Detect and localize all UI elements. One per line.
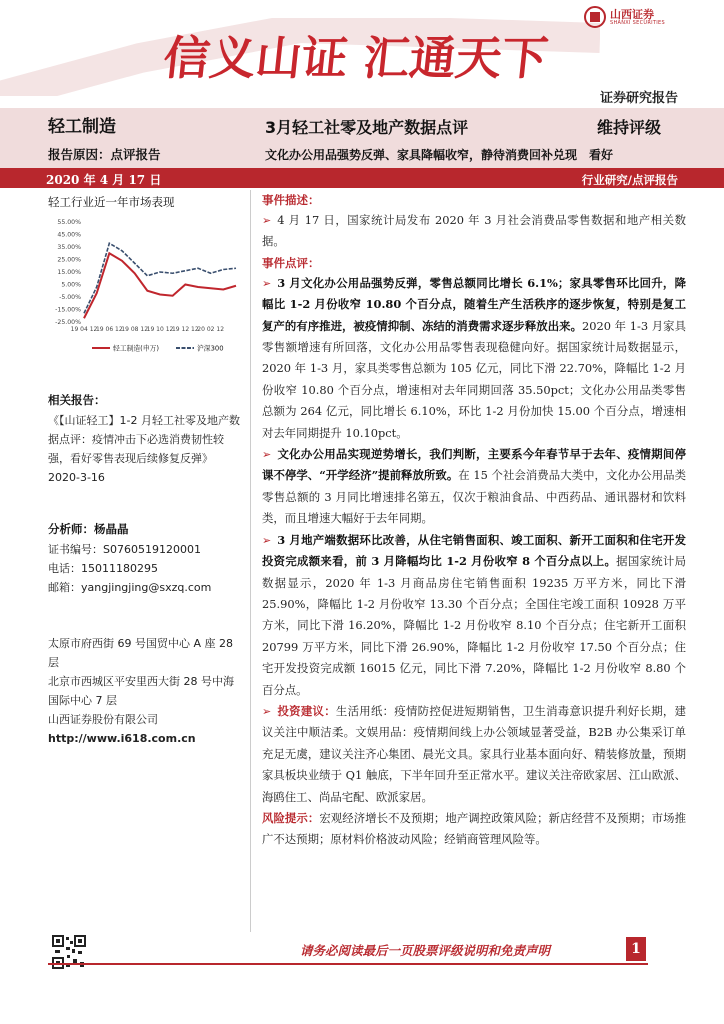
y-tick-label: 25.00%: [57, 256, 81, 264]
arrow-bullet-icon: ➢: [262, 704, 272, 718]
legend-label: 沪深300: [197, 344, 224, 353]
arrow-bullet-icon: ➢: [262, 214, 272, 227]
slogan-text: 信义山证 汇通天下: [160, 31, 551, 85]
x-tick-label: 20 02 12: [197, 326, 225, 333]
market-performance-chart: [44, 214, 244, 364]
disclaimer-note: 请务必阅读最后一页股票评级说明和免责声明: [300, 943, 551, 958]
address-taiyuan: 太原市府西街 69 号国贸中心 A 座 28 层: [48, 637, 234, 669]
logo-name: 山西证券: [610, 7, 654, 21]
company-logo: [584, 6, 704, 28]
website-link[interactable]: http://www.i618.com.cn: [48, 732, 196, 745]
column-divider: [250, 190, 251, 932]
x-tick-label: 19 10 12: [146, 326, 174, 333]
investment-label: 投资建议：: [277, 703, 336, 718]
phone: 电话：15011180295: [48, 562, 158, 575]
report-reason: 报告原因：点评报告: [48, 147, 161, 162]
p1-text: 2020 年 1-3 月家具零售额增速有所回落，文化办公用品零售表现稳健向好。据国家统计局数据显示，2020 年 1-3 月，家具类零售总额为 105 亿元，同比下滑 22.70%，降幅比 1-2 月份收窄 10.80 个百分点，增速相对去年同期回落 35.50pct；文化办公用品类零售总额为 264 亿元，同比增长 6.10%，环比 1-2 月份加快 15.00 个百分点，增速相对去年同期提升 10.10pct。: [262, 318, 686, 440]
legend-label: 轻工制造(申万): [113, 344, 160, 353]
industry-name: 轻工制造: [48, 117, 116, 137]
p2-bold: 文化办公用品实现逆势增长，我们判断，主要系今年春节早于去年、疫情期间停课不停学、“开学经济”提前释放所致。: [262, 447, 686, 483]
paragraph-risk: [262, 808, 686, 851]
event-text: 4 月 17 日，国家统计局发布 2020 年 3 月社会消费品零售数据和地产相关数据。: [262, 213, 686, 249]
report-date: 2020 年 4 月 17 日: [46, 173, 162, 187]
address-beijing: 北京市西城区平安里西大街 28 号中海国际中心 7 层: [48, 675, 234, 707]
related-reports-heading: 相关报告：: [48, 393, 106, 407]
p4-text: 生活用纸：疫情防控促进短期销售，卫生消毒意识提升利好长期，建议关注中顺洁柔。文娱用品：疫情期间线上办公领域显著受益，B2B 办公集采订单充足无虞，建议关注齐心集团、晨光文具。家具行业基本面向好、精装修放量，预期家具板块业绩于 Q1 触底，下半年回升至正常水平。建议关注帝欧家居、江山欧派、海鸥住工、尚品宅配、欧派家居。: [262, 703, 686, 804]
analyst-info: [48, 540, 244, 597]
arrow-bullet-icon: ➢: [262, 533, 272, 547]
related-report-link[interactable]: 《【山证轻工】1-2 月轻工社零及地产数据点评：疫情冲击下必选消费韧性较强，看好零售表现后续修复反弹》2020-3-16: [48, 414, 240, 484]
p2-text: 在 15 个社会消费品大类中，文化办公用品类零售总额的 3 月同比增速排名第五，仅次于粮油食品、中西药品、通讯器材和饮料类，而且增速大幅好于去年同期。: [262, 468, 686, 526]
chart-title: 轻工行业近一年市场表现: [48, 195, 175, 209]
risk-text: 宏观经济增长不及预期；地产调控政策风险；新店经营不及预期；市场推广不达预期；原材料价格波动风险；经销商管理风险等。: [262, 810, 686, 847]
y-tick-label: -15.00%: [55, 306, 81, 314]
p3-bold: 3 月地产端数据环比改善，从住宅销售面积、竣工面积、新开工面积和住宅开发投资完成额来看，前 3 月降幅均比 1-2 月份收窄 8 个百分点以上。: [262, 532, 686, 569]
rating: 维持评级: [597, 118, 662, 137]
y-tick-label: 55.00%: [57, 219, 81, 226]
address-info: [48, 634, 244, 748]
paragraph-stationery-growth: [262, 444, 686, 530]
logo-mark-icon: [584, 6, 606, 28]
main-content: [262, 190, 686, 851]
y-tick-label: -25.00%: [55, 319, 81, 326]
series-line-1: [84, 253, 236, 318]
page-number: 1: [626, 937, 646, 961]
y-tick-label: 35.00%: [57, 244, 81, 251]
x-tick-label: 19 04 12: [70, 326, 98, 333]
company-name: 山西证券股份有限公司: [48, 713, 158, 726]
event-label: 事件描述：: [262, 193, 320, 207]
report-subtitle: 文化办公用品强势反弹、家具降幅收窄，静待消费回补兑现 看好: [265, 148, 614, 162]
x-tick-label: 19 08 12: [121, 326, 149, 333]
slogan-banner: [0, 18, 600, 96]
arrow-bullet-icon: ➢: [262, 448, 272, 462]
event-paragraph: [262, 210, 686, 253]
series-line-2: [84, 243, 236, 313]
report-title: 3月轻工社零及地产数据点评: [265, 118, 469, 137]
risk-label: 风险提示：: [262, 810, 320, 825]
logo-subtitle: SHANXI SECURITIES: [610, 19, 665, 26]
analyst-heading: 分析师：杨晶晶: [48, 522, 129, 536]
y-tick-label: 15.00%: [57, 269, 81, 276]
y-tick-label: -5.00%: [59, 294, 81, 301]
report-type: 证券研究报告: [599, 91, 678, 106]
arrow-bullet-icon: ➢: [262, 276, 272, 290]
email[interactable]: 邮箱：yangjingjing@sxzq.com: [48, 581, 212, 594]
paragraph-furniture-stationery: [262, 273, 686, 444]
report-category: 行业研究/点评报告: [581, 173, 678, 187]
paragraph-investment-advice: [262, 701, 686, 808]
y-tick-label: 45.00%: [57, 231, 81, 239]
footer-divider: [48, 963, 648, 965]
comment-label: 事件点评：: [262, 255, 320, 270]
y-tick-label: 5.00%: [61, 281, 81, 289]
x-tick-label: 19 06 12: [95, 326, 123, 333]
p3-text: 据国家统计局数据显示，2020 年 1-3 月商品房住宅销售面积 19235 万平方米，同比下滑 25.90%，降幅比 1-2 月份收窄 13.30 个百分点；全国住宅竣工面积 10928 万平方米，同比下滑 16.20%，降幅比 1-2 月份收窄 8.10 个百分点；住宅新开工面积 20799 万平方米，同比下滑 26.90%，降幅比 1-2 月份收窄 17.50 个百分点；住宅开发投资完成额 16015 亿元，同比下滑 7.20%，降幅比 1-2 月份收窄 8.80 个百分点。: [262, 554, 686, 697]
paragraph-real-estate: [262, 530, 686, 701]
certificate-number: 证书编号：S0760519120001: [48, 543, 201, 556]
p1-bold: 3 月文化办公用品强势反弹，零售总额同比增长 6.1%；家具零售环比回升，降幅比 1-2 月份收窄 10.80 个百分点，随着生产生活秩序的逐步恢复，特别是复工复产的有序推进，被疫情抑制、冻结的消费需求逐步释放出来。: [262, 275, 686, 333]
x-tick-label: 19 12 12: [171, 326, 199, 333]
header-banner: [0, 0, 724, 108]
